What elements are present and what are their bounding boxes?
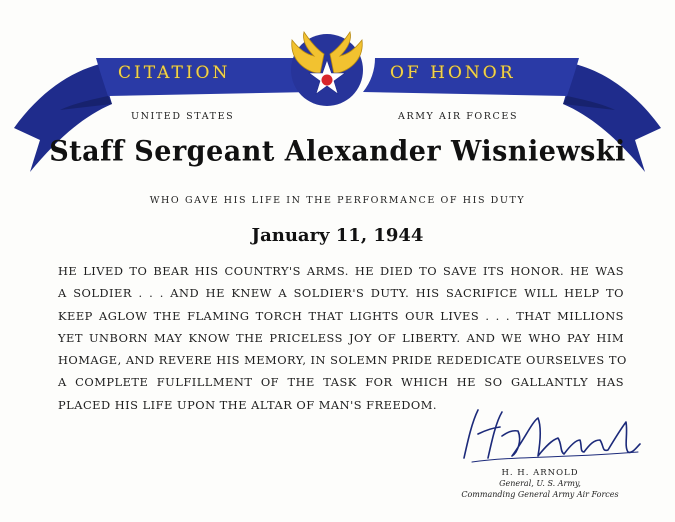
citation-date: January 11, 1944	[251, 225, 424, 246]
army-air-forces-wings-star-icon	[291, 32, 363, 106]
handwritten-signature	[452, 400, 642, 470]
body-line: A SOLDIER . . . AND HE KNEW A SOLDIER'S DUTY. HIS SACRIFICE WILL HELP TO	[58, 286, 624, 301]
body-line: YET UNBORN MAY KNOW THE PRICELESS JOY OF LIBERTY. AND WE WHO PAY HIM	[58, 330, 624, 345]
body-line: KEEP AGLOW THE FLAMING TORCH THAT LIGHTS OUR LIVES . . . THAT MILLIONS	[58, 308, 624, 323]
signatory-command: Commanding General Army Air Forces	[461, 490, 619, 499]
body-line: PLACED HIS LIFE UPON THE ALTAR OF MAN'S FREEDOM.	[58, 397, 438, 412]
banner-left-text: CITATION	[118, 63, 231, 83]
body-line: HOMAGE, AND REVERE HIS MEMORY, IN SOLEMN PRIDE REDEDICATE OURSELVES TO	[58, 353, 627, 368]
subtitle-right: ARMY AIR FORCES	[398, 111, 519, 122]
citation-body	[58, 260, 627, 416]
banner-right-text: OF HONOR	[390, 63, 516, 83]
body-line: HE LIVED TO BEAR HIS COUNTRY'S ARMS. HE DIED TO SAVE ITS HONOR. HE WAS	[58, 264, 624, 278]
body-line: A COMPLETE FULFILLMENT OF THE TASK FOR WHICH HE SO GALLANTLY HAS	[58, 375, 624, 390]
ribbon-banner	[0, 0, 675, 200]
signatory-title: General, U. S. Army,	[499, 479, 581, 488]
dedication-line: WHO GAVE HIS LIFE IN THE PERFORMANCE OF HIS DUTY	[149, 195, 526, 206]
recipient-name: Staff Sergeant Alexander Wisniewski	[49, 135, 626, 168]
signatory-name: H. H. ARNOLD	[501, 468, 579, 478]
subtitle-left: UNITED STATES	[131, 111, 235, 122]
